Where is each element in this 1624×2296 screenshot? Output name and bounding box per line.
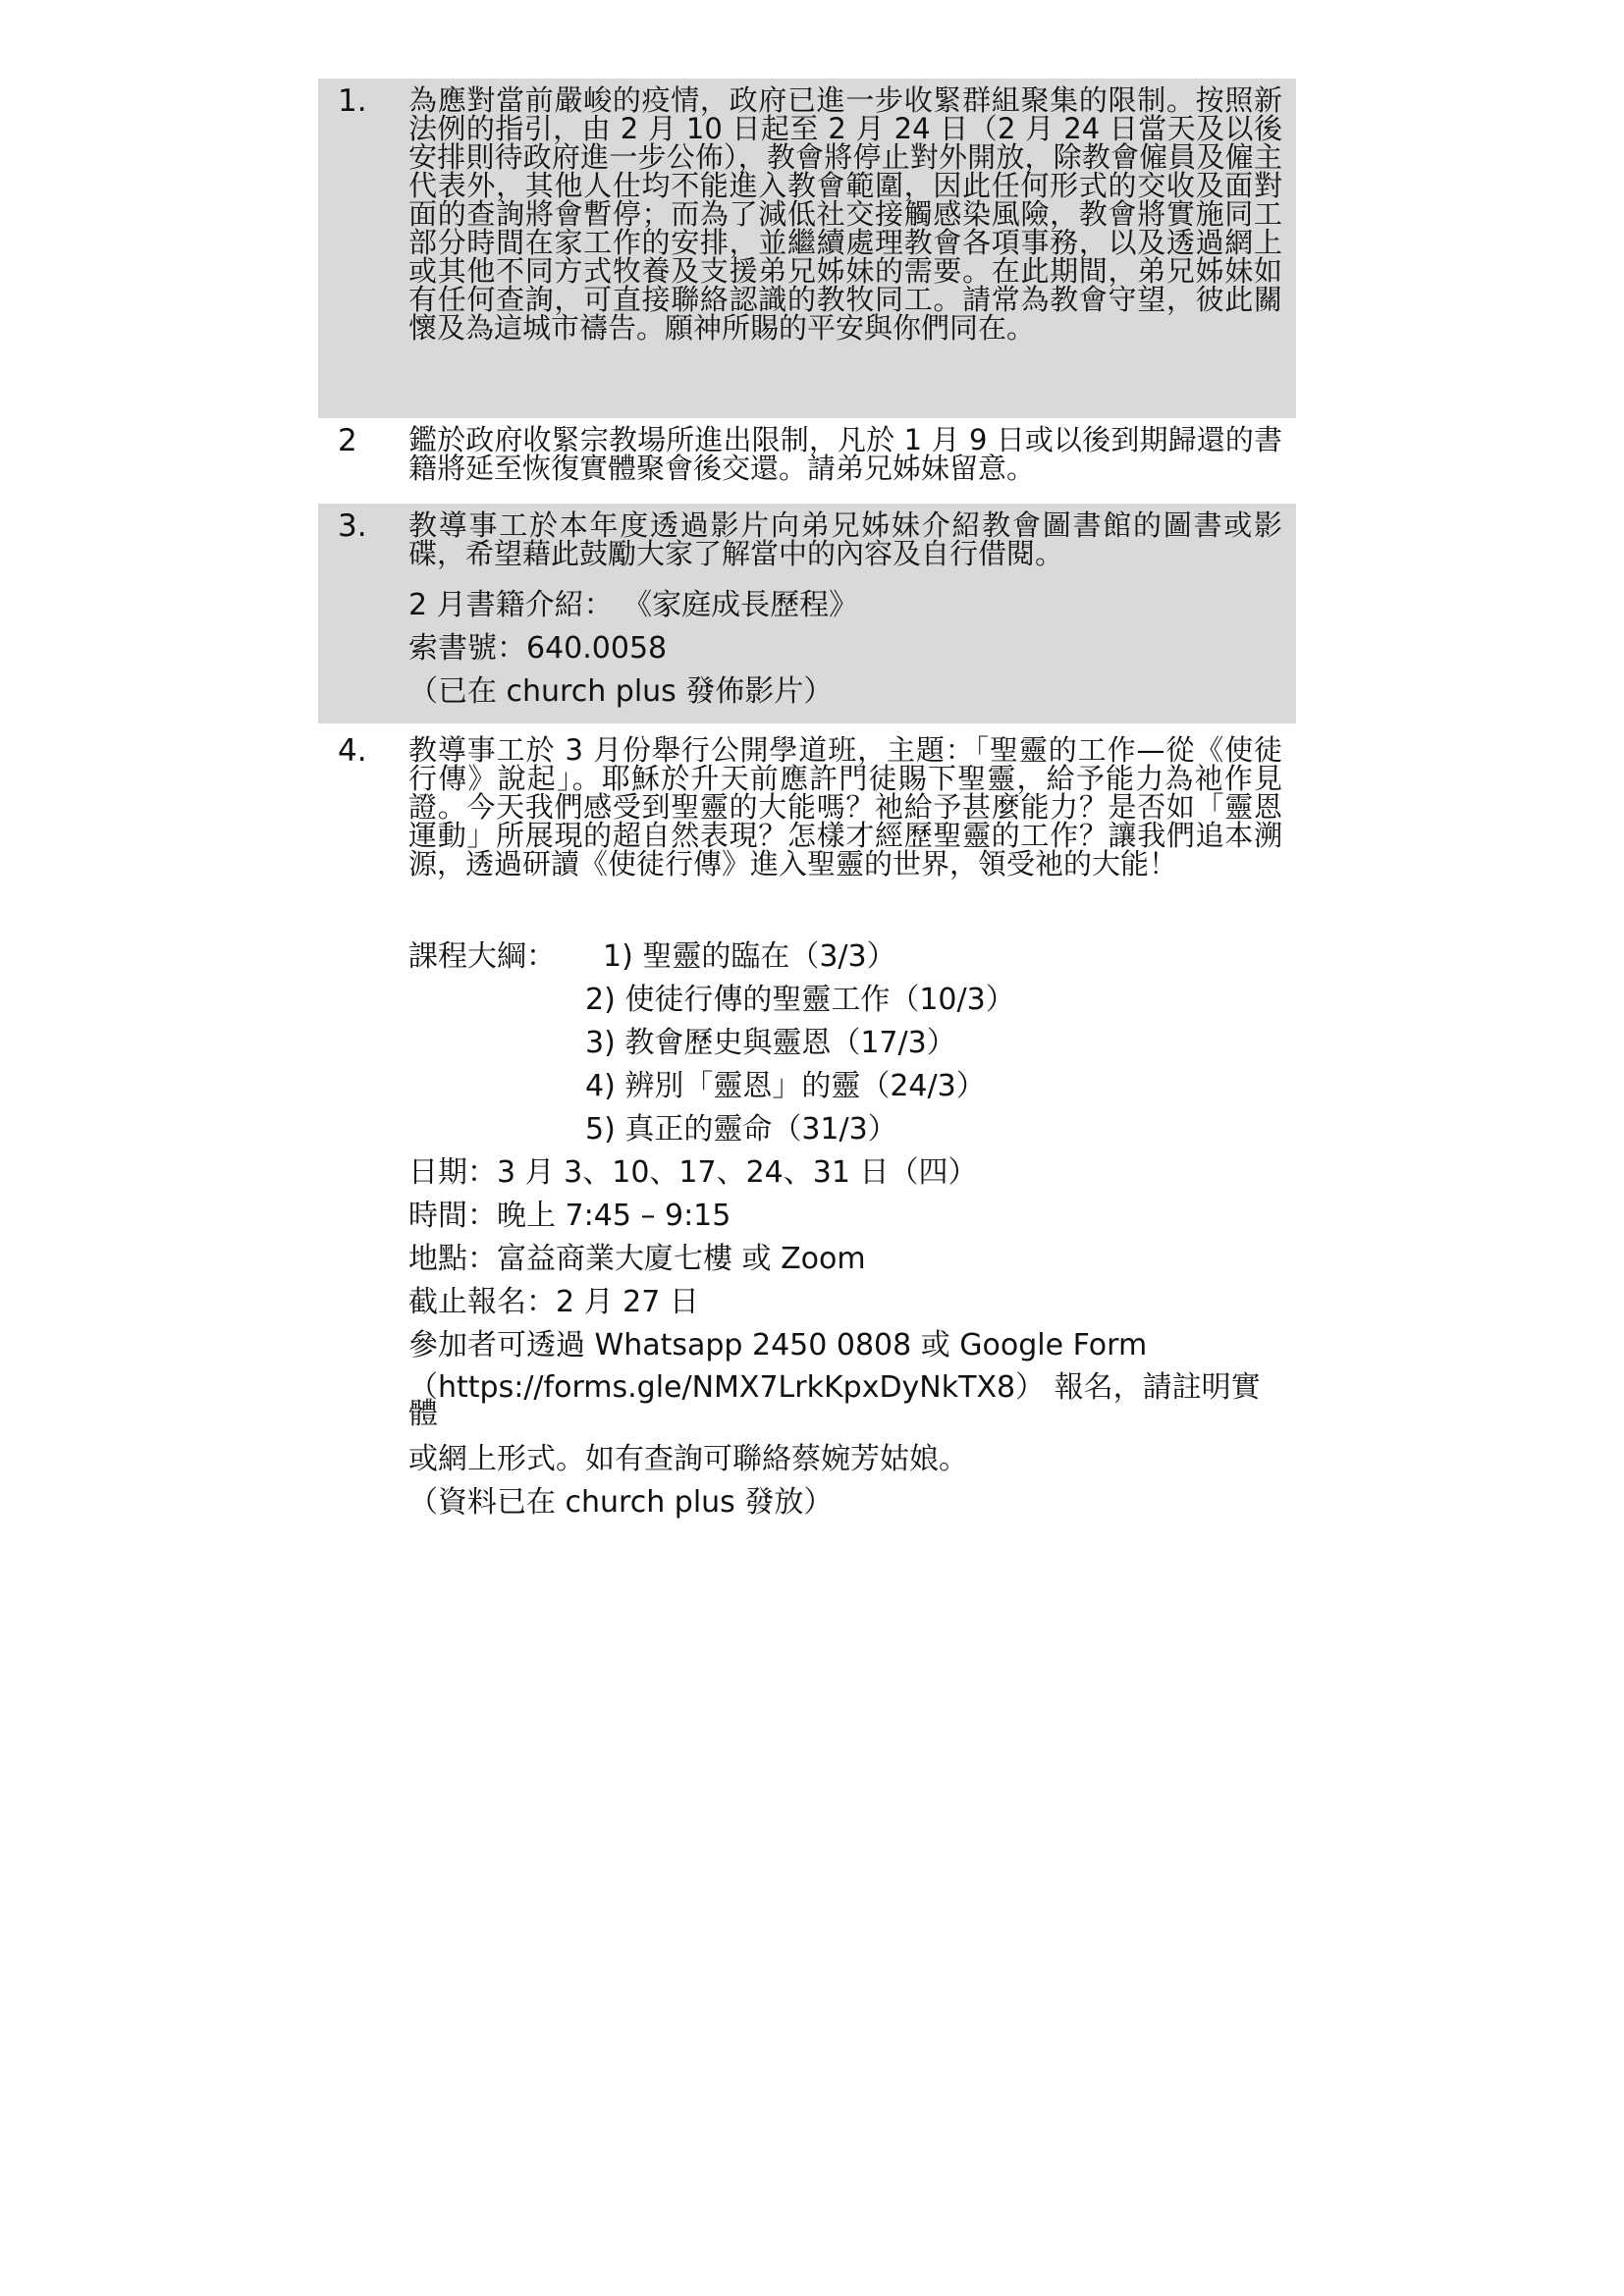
call-number: 索書號：640.0058: [408, 631, 668, 666]
registration-method: 參加者可透過 Whatsapp 2450 0808 或 Google Form: [408, 1328, 1148, 1362]
item-number: 3.: [338, 508, 367, 544]
item-number: 1.: [338, 83, 367, 119]
class-date: 日期：3 月 3、10、17、24、31 日（四）: [408, 1155, 978, 1190]
item-number: 2: [338, 423, 357, 458]
outline-entry-2: 2) 使徒行傳的聖靈工作（10/3）: [585, 983, 1015, 1017]
material-note: （資料已在 church plus 發放）: [408, 1485, 834, 1520]
class-time: 時間：晚上 7:45 – 9:15: [408, 1199, 731, 1233]
book-intro: 2 月書籍介紹： 《家庭成長歷程》: [408, 588, 859, 622]
item-text: 教導事工於本年度透過影片向弟兄姊妹介紹教會圖書館的圖書或影碟，希望藉此鼓勵大家了解當中的內容及自行借閱。: [408, 508, 1282, 570]
outline-entry-3: 3) 教會歷史與靈恩（17/3）: [585, 1026, 956, 1060]
notice-item-4: [318, 728, 1296, 1533]
registration-deadline: 截止報名：2 月 27 日: [408, 1285, 699, 1319]
outline-entry-1: 1) 聖靈的臨在（3/3）: [603, 939, 896, 974]
class-venue: 地點：富益商業大廈七樓 或 Zoom: [408, 1242, 866, 1276]
outline-entry-5: 5) 真正的靈命（31/3）: [585, 1112, 897, 1147]
outline-entry-4: 4) 辨別「靈恩」的靈（24/3）: [585, 1069, 986, 1103]
outline-label: 課程大綱：: [408, 939, 556, 974]
registration-link: （https://forms.gle/NMX7LrkKpxDyNkTX8） 報名，請註明實體: [408, 1370, 1261, 1431]
item-text: 鑑於政府收緊宗教場所進出限制，凡於 1 月 9 日或以後到期歸還的書籍將延至恢復實體聚會後交還。請弟兄姊妹留意。: [408, 423, 1282, 485]
registration-contact: 或網上形式。如有查詢可聯絡蔡婉芳姑娘。: [408, 1442, 968, 1476]
video-note: （已在 church plus 發佈影片）: [408, 674, 834, 709]
item-number: 4.: [338, 733, 367, 769]
notice-item-3: [318, 504, 1296, 723]
notice-item-1: [318, 79, 1296, 418]
item-text: 為應對當前嚴峻的疫情，政府已進一步收緊群組聚集的限制。按照新法例的指引，由 2 月 10 日起至 2 月 24 日（2 月 24 日當天及以後安排則待政府進一步公佈），教會將停止對外開放，除教會僱員及僱主代表外，其他人仕均不能進入教會範圍，因此任何形式的交收及面對面的查詢將會暫停；而為了減低社交接觸感染風險，教會將實施同工部分時間在家工作的安排，並繼續處理教會各項事務，以及透過網上或其他不同方式牧養及支援弟兄姊妹的需要。在此期間，弟兄姊妹如有任何查詢，可直接聯絡認識的教牧同工。請常為教會守望，彼此關懷及為這城市禱告。願神所賜的平安與你們同在。: [408, 83, 1282, 345]
item-text: 教導事工於 3 月份舉行公開學道班，主題：「聖靈的工作—從《使徒行傳》說起」。耶穌於升天前應許門徒賜下聖靈，給予能力為祂作見證。今天我們感受到聖靈的大能嗎？祂給予甚麼能力？是否如「靈恩運動」所展現的超自然表現？怎樣才經歷聖靈的工作？讓我們追本溯源，透過研讀《使徒行傳》進入聖靈的世界，領受祂的大能！: [408, 733, 1282, 881]
notice-item-2: [318, 418, 1296, 497]
